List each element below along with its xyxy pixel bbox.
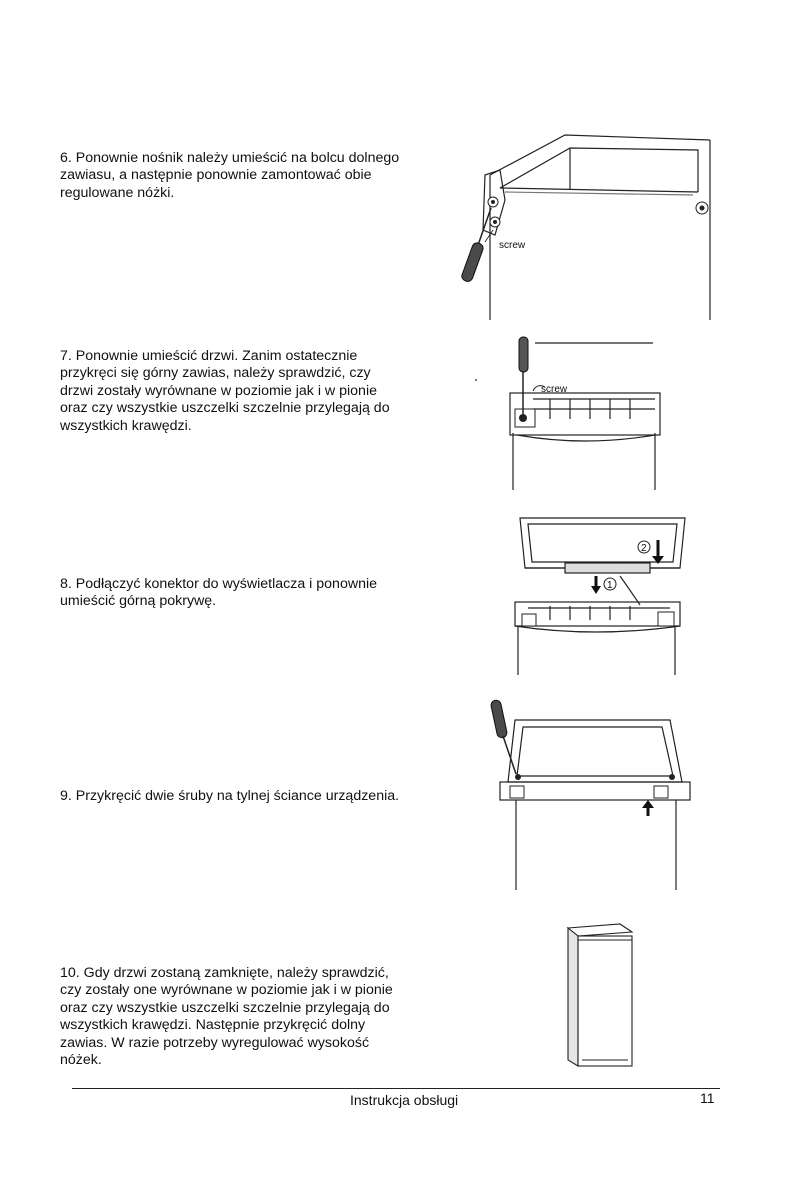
hinge-icon	[515, 409, 535, 427]
page-number: 11	[700, 1090, 715, 1106]
screw-label: screw	[499, 240, 526, 251]
marker-2: 2	[641, 543, 647, 554]
step-7-text: 7. Ponownie umieścić drzwi. Zanim ostatecznie przykręci się górny zawias, należy sprawdzić, czy drzwi zostały wyrównane w poziomie jak i w pionie oraz czy wszystkie uszczelki szczelnie przylegają do wszystkich krawędzi.	[60, 348, 390, 434]
arrow-up-icon	[642, 800, 654, 816]
marker-1: 1	[607, 580, 613, 591]
screwdriver-icon	[490, 699, 516, 774]
figure-step-10	[560, 920, 640, 1070]
step-6-text: 6. Ponownie nośnik należy umieścić na bolcu dolnego zawiasu, a następnie ponownie zamontować obie regulowane nóżki.	[60, 150, 400, 201]
screwdriver-icon	[519, 337, 528, 415]
footer-title: Instrukcja obsługi	[350, 1092, 459, 1108]
arrow-down-icon	[591, 576, 601, 594]
step-10-text: 10. Gdy drzwi zostaną zamknięte, należy sprawdzić, czy zostały one wyrównane w poziomie jak i w pionie oraz czy wszystkie uszczelki szczelnie przylegają do wszystkich krawędzi. Następnie przykręcić dolny zawias. W razie potrzeby wyregulować wysokość nóżek.	[60, 965, 393, 1069]
screwdriver-icon	[460, 208, 491, 283]
screw-label: screw	[541, 384, 568, 395]
figure-step-8	[510, 510, 690, 680]
figure-step-9	[490, 700, 695, 895]
arrow-down-icon	[652, 540, 664, 564]
step-9-text: 9. Przykręcić dwie śruby na tylnej ściance urządzenia.	[60, 788, 400, 804]
figure-step-6	[455, 130, 725, 325]
footer-divider	[72, 1088, 720, 1089]
figure-step-7	[505, 335, 665, 495]
step-8-text: 8. Podłączyć konektor do wyświetlacza i ponownie umieścić górną pokrywę.	[60, 576, 378, 610]
hinge-icon	[522, 612, 674, 626]
bracket-icon	[510, 786, 668, 798]
adjustable-foot-icon	[696, 202, 708, 214]
